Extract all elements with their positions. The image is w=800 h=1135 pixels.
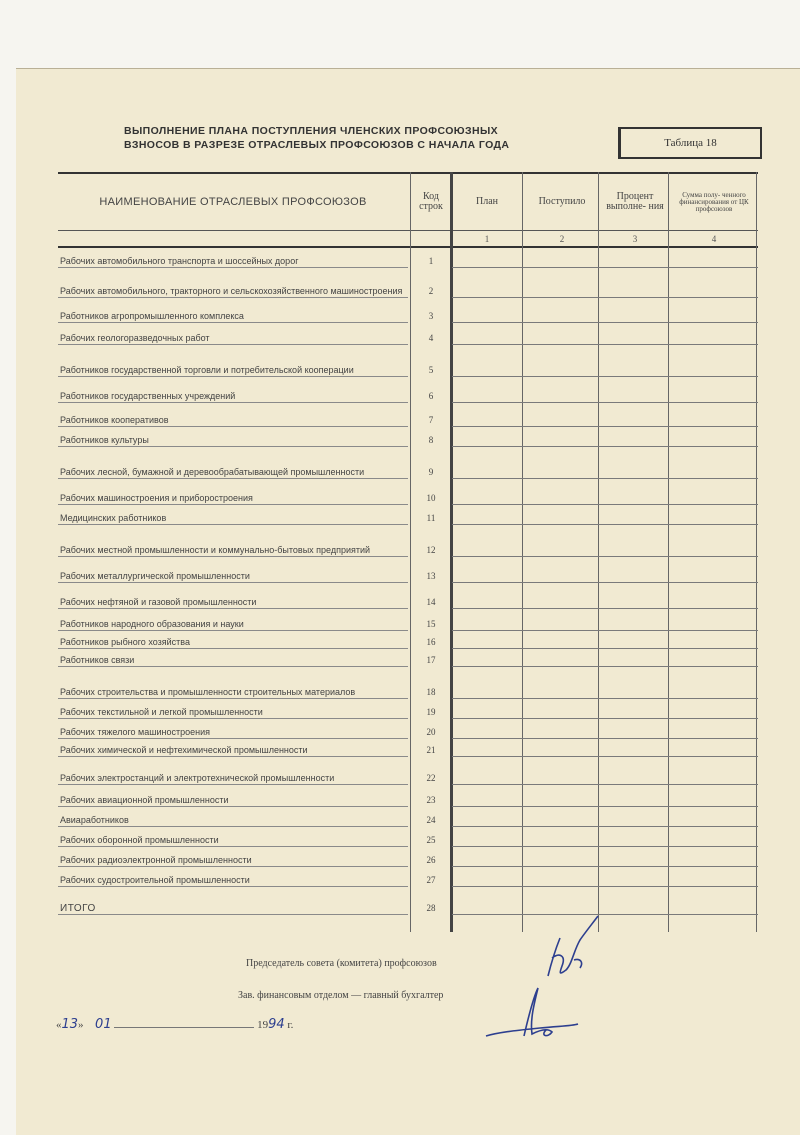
row-name: Работников кооперативов <box>60 415 169 425</box>
row-code: 20 <box>426 727 436 737</box>
column-number-4: 4 <box>711 234 717 244</box>
row-code: 28 <box>426 903 436 913</box>
row-code: 5 <box>428 365 434 375</box>
row-name: Работников народного образования и науки <box>60 619 244 629</box>
row-code: 10 <box>426 493 436 503</box>
row-code: 6 <box>428 391 434 401</box>
column-number-2: 2 <box>559 234 565 244</box>
date-line: «13» 01 1994 г. <box>56 1017 294 1032</box>
row-name: Работников рыбного хозяйства <box>60 637 190 647</box>
header-received: Поступило <box>538 196 586 207</box>
row-name: Рабочих автомобильного, тракторного и сельскохозяйственного машиностроения <box>60 286 403 296</box>
row-name: Рабочих текстильной и легкой промышленности <box>60 707 263 717</box>
row-code: 4 <box>428 333 434 343</box>
row-name: Авиаработников <box>60 815 129 825</box>
row-name: Работников связи <box>60 655 135 665</box>
row-name: Рабочих тяжелого машиностроения <box>60 727 210 737</box>
row-code: 24 <box>426 815 436 825</box>
row-code: 18 <box>426 687 436 697</box>
header-percent: Процент выполне- ния <box>606 191 664 212</box>
row-name: Рабочих геологоразведочных работ <box>60 333 210 343</box>
row-code: 11 <box>426 513 436 523</box>
row-code: 25 <box>426 835 436 845</box>
row-name: Медицинских работников <box>60 513 167 523</box>
row-code: 9 <box>428 467 434 477</box>
row-code: 26 <box>426 855 436 865</box>
row-code: 13 <box>426 571 436 581</box>
row-name: Работников агропромышленного комплекса <box>60 311 244 321</box>
row-code: 12 <box>426 545 436 555</box>
row-name: Рабочих лесной, бумажной и деревообрабатывающей промышленности <box>60 467 365 477</box>
row-code: 21 <box>426 745 436 755</box>
accountant-signature <box>486 988 578 1036</box>
date-year-suffix: г. <box>287 1019 294 1031</box>
row-name: Рабочих машиностроения и приборостроения <box>60 493 253 503</box>
row-code: 22 <box>426 773 436 783</box>
date-month: 01 <box>95 1017 112 1032</box>
header-sum: Сумма полу- ченного финансирования от ЦК профсоюзов <box>679 190 749 213</box>
row-name: Работников государственной торговли и потребительской кооперации <box>60 365 354 375</box>
row-name: Рабочих электростанций и электротехнической промышленности <box>60 773 335 783</box>
row-code: 3 <box>428 311 434 321</box>
row-code: 8 <box>428 435 434 445</box>
accountant-signature-label: Зав. финансовым отделом — главный бухгалтер <box>238 990 444 1001</box>
column-number-3: 3 <box>632 234 638 244</box>
header-code: Код строк <box>419 191 443 212</box>
row-name: Рабочих химической и нефтехимической промышленности <box>60 745 308 755</box>
row-name: Рабочих оборонной промышленности <box>60 835 219 845</box>
row-code: 14 <box>426 597 436 607</box>
date-year: 94 <box>268 1017 285 1032</box>
row-code: 2 <box>428 286 434 296</box>
row-name: Рабочих нефтяной и газовой промышленности <box>60 597 257 607</box>
row-name: Работников государственных учреждений <box>60 391 236 401</box>
row-name: Рабочих местной промышленности и коммунально-бытовых предприятий <box>60 545 371 555</box>
form-title-line-2: ВЗНОСОВ В РАЗРЕЗЕ ОТРАСЛЕВЫХ ПРОФСОЮЗОВ С НАЧАЛА ГОДА <box>124 139 510 151</box>
row-code: 7 <box>428 415 434 425</box>
table-number-box: Таблица 18 <box>618 127 762 159</box>
row-name: Работников культуры <box>60 435 149 445</box>
column-number-1: 1 <box>484 234 490 244</box>
row-code: 19 <box>426 707 436 717</box>
row-name: Рабочих радиоэлектронной промышленности <box>60 855 252 865</box>
row-code: 1 <box>428 256 434 266</box>
row-name: Рабочих судостроительной промышленности <box>60 875 250 885</box>
form-title-line-1: ВЫПОЛНЕНИЕ ПЛАНА ПОСТУПЛЕНИЯ ЧЛЕНСКИХ ПРОФСОЮЗНЫХ <box>124 125 499 137</box>
row-name: Рабочих авиационной промышленности <box>60 795 229 805</box>
header-name: НАИМЕНОВАНИЕ ОТРАСЛЕВЫХ ПРОФСОЮЗОВ <box>99 196 367 208</box>
chairman-signature-label: Председатель совета (комитета) профсоюзов <box>246 958 437 969</box>
row-code: 27 <box>426 875 436 885</box>
header-plan: План <box>475 196 498 207</box>
date-day: 13 <box>61 1017 79 1032</box>
row-code: 17 <box>426 655 436 665</box>
row-code: 23 <box>426 795 436 805</box>
row-code: 15 <box>426 619 436 629</box>
row-name: Рабочих автомобильного транспорта и шоссейных дорог <box>60 256 299 266</box>
row-name: Рабочих металлургической промышленности <box>60 571 250 581</box>
chairman-signature <box>548 916 598 976</box>
row-name: ИТОГО <box>60 903 96 914</box>
row-code: 16 <box>426 637 436 647</box>
row-name: Рабочих строительства и промышленности строительных материалов <box>60 687 356 697</box>
date-year-prefix: 19 <box>257 1019 269 1031</box>
